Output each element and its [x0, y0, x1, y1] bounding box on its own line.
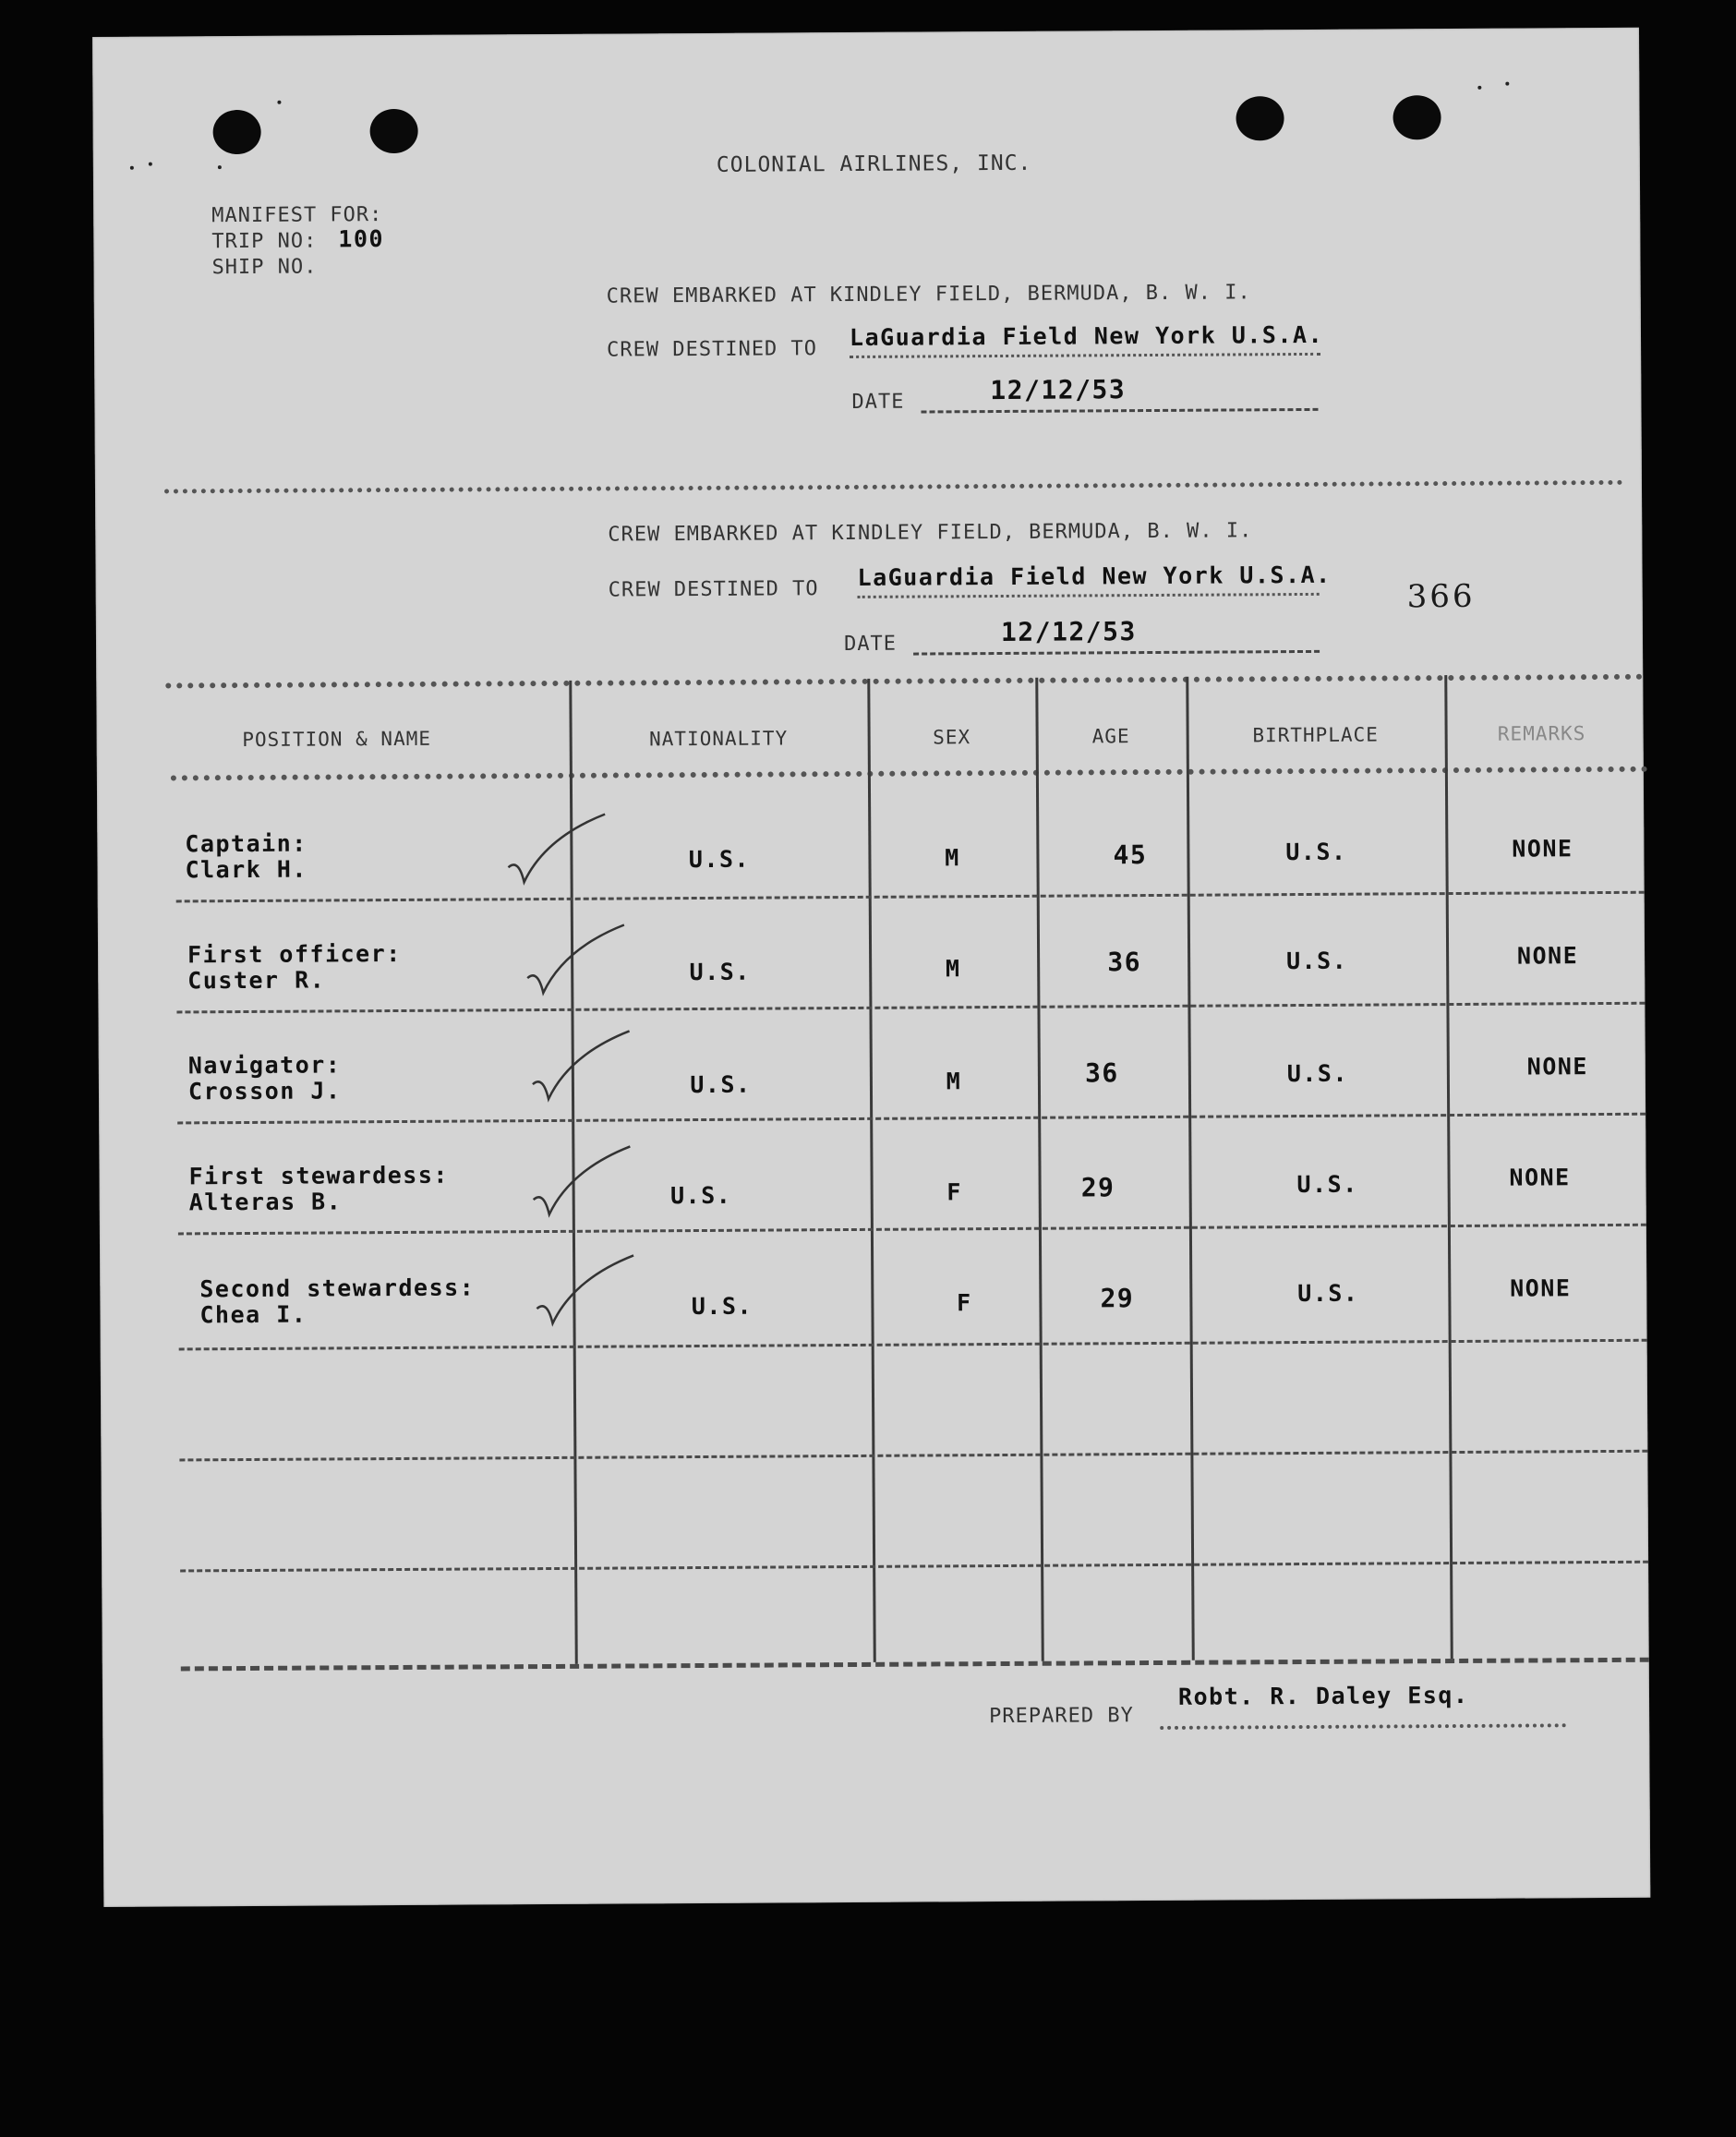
crew-position: First stewardess: [188, 1161, 449, 1190]
crew-nationality: U.S. [691, 1292, 753, 1321]
row-divider [180, 1561, 1648, 1573]
crew-remarks: NONE [1510, 1274, 1572, 1302]
destined-underline-1 [850, 353, 1320, 358]
crew-sex: M [946, 1068, 962, 1095]
crew-position: Captain: [185, 829, 307, 858]
row-divider [177, 1113, 1646, 1125]
crew-position: Second stewardess: [199, 1274, 476, 1303]
crew-nationality: U.S. [669, 1181, 732, 1210]
punch-hole-4 [1392, 95, 1441, 139]
crew-position: First officer: [187, 939, 402, 969]
company-name: COLONIAL AIRLINES, INC. [716, 151, 1032, 177]
checkmark-icon [528, 1026, 640, 1114]
prepared-by-label: PREPARED BY [989, 1704, 1134, 1729]
header-age: AGE [1091, 725, 1130, 748]
crew-nationality: U.S. [688, 845, 751, 874]
column-divider-4 [1186, 677, 1195, 1660]
crew-birthplace: U.S. [1286, 1059, 1349, 1088]
crew-sex: M [945, 844, 960, 872]
page-number: 366 [1406, 577, 1476, 616]
ship-no-label: SHIP NO. [211, 255, 318, 280]
crew-age: 36 [1107, 947, 1142, 978]
row-divider [179, 1339, 1647, 1351]
manifest-for-label: MANIFEST FOR: [211, 203, 383, 228]
destined-value-1: LaGuardia Field New York U.S.A. [849, 320, 1324, 351]
header-birthplace: BIRTHPLACE [1252, 723, 1379, 747]
header-nationality: NATIONALITY [649, 727, 789, 751]
date-underline-1 [921, 408, 1318, 414]
crew-age: 36 [1084, 1057, 1119, 1089]
prepared-by-underline [1160, 1723, 1566, 1730]
section-separator [164, 480, 1623, 494]
crew-remarks: NONE [1512, 835, 1573, 863]
crew-remarks: NONE [1526, 1053, 1589, 1081]
destined-label-2: CREW DESTINED TO [608, 577, 819, 602]
column-divider-2 [867, 679, 876, 1662]
crew-birthplace: U.S. [1285, 838, 1347, 866]
crew-name: Clark H. [185, 855, 308, 884]
punch-hole-3 [1236, 96, 1284, 140]
crew-sex: F [957, 1289, 972, 1317]
punch-hole-1 [212, 110, 260, 154]
date-value-2: 12/12/53 [1000, 616, 1137, 648]
row-divider [179, 1450, 1647, 1462]
destined-underline-2 [858, 593, 1320, 598]
crew-birthplace: U.S. [1296, 1170, 1358, 1199]
crew-name: Alteras B. [188, 1188, 343, 1216]
trip-no-value: 100 [338, 225, 385, 253]
prepared-by-value: Robt. R. Daley Esq. [1177, 1681, 1469, 1710]
row-divider [176, 1002, 1645, 1014]
crew-nationality: U.S. [689, 958, 751, 986]
table-header-border [171, 767, 1648, 781]
crew-name: Crosson J. [187, 1077, 342, 1105]
crew-age: 29 [1100, 1283, 1135, 1314]
speck [1505, 82, 1509, 86]
crew-sex: F [946, 1178, 963, 1206]
crew-birthplace: U.S. [1285, 947, 1348, 975]
date-label-2: DATE [843, 632, 898, 657]
date-value-1: 12/12/53 [990, 374, 1127, 406]
speck [130, 166, 134, 170]
date-underline-2 [913, 650, 1320, 656]
header-sex: SEX [933, 726, 971, 749]
speck [1477, 86, 1481, 90]
header-remarks: REMARKS [1497, 722, 1586, 745]
speck [277, 101, 281, 104]
row-divider [178, 1224, 1646, 1236]
embarked-text-1: CREW EMBARKED AT KINDLEY FIELD, BERMUDA, B. W. I. [606, 281, 1251, 308]
manifest-page [92, 28, 1650, 1907]
trip-no-label: TRIP NO: [211, 229, 318, 254]
crew-nationality: U.S. [690, 1070, 752, 1099]
header-position-name: POSITION & NAME [242, 727, 432, 752]
crew-age: 45 [1113, 839, 1148, 871]
table-top-border [165, 674, 1643, 689]
crew-name: Chea I. [199, 1300, 307, 1329]
speck [218, 165, 222, 169]
destined-label-1: CREW DESTINED TO [607, 337, 818, 362]
column-divider-3 [1035, 678, 1044, 1661]
crew-sex: M [945, 955, 961, 983]
speck [149, 163, 152, 166]
crew-birthplace: U.S. [1297, 1279, 1359, 1308]
row-divider [176, 891, 1645, 903]
crew-remarks: NONE [1509, 1164, 1571, 1191]
punch-hole-2 [369, 109, 417, 153]
embarked-text-2: CREW EMBARKED AT KINDLEY FIELD, BERMUDA, B. W. I. [608, 519, 1253, 547]
crew-age: 29 [1080, 1172, 1115, 1203]
crew-position: Navigator: [187, 1051, 342, 1080]
date-label-1: DATE [851, 390, 905, 414]
crew-name: Custer R. [187, 966, 326, 995]
destined-value-2: LaGuardia Field New York U.S.A. [857, 561, 1332, 591]
table-bottom-border [181, 1658, 1649, 1672]
crew-remarks: NONE [1516, 942, 1579, 970]
